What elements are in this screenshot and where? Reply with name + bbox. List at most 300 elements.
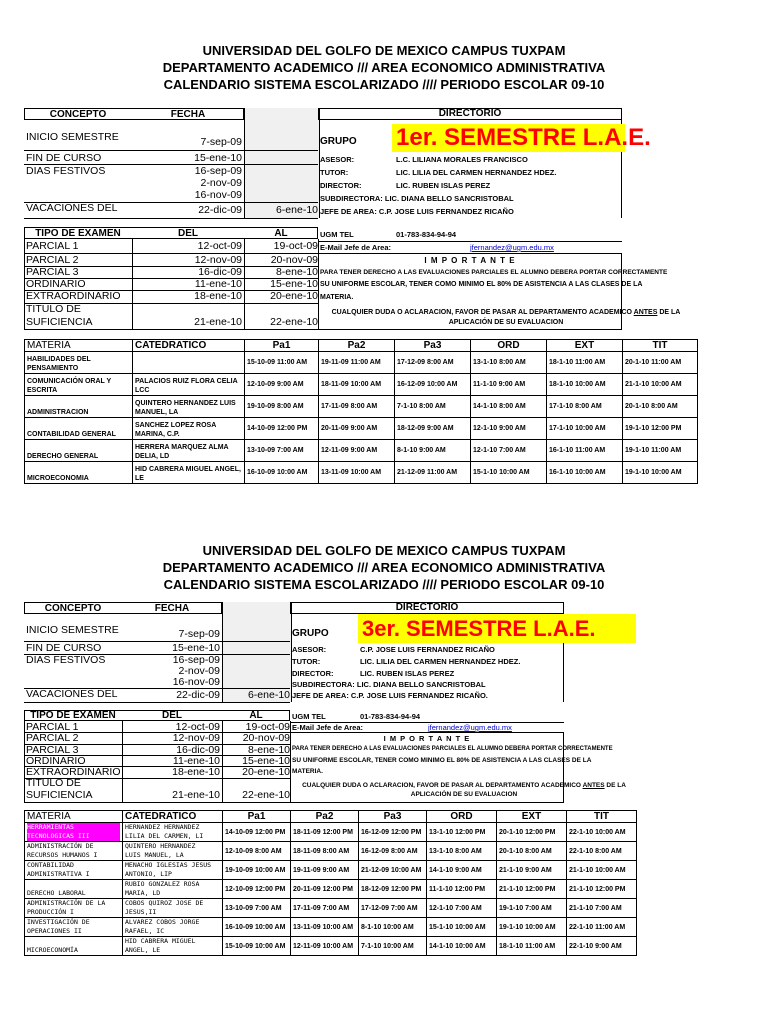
date-cell-ord: 12-1-10 7:00 AM xyxy=(427,899,497,918)
materia-cell xyxy=(25,823,123,842)
date-cell-tit: 21-1-10 10:00 AM xyxy=(623,374,698,396)
materia-line-2: MICROECONOMIA xyxy=(27,475,89,482)
materia-cell xyxy=(25,918,123,937)
date-cell-pa3: 7-1-10 10:00 AM xyxy=(359,937,427,956)
tutor-label: TUTOR: xyxy=(292,657,321,666)
date-cell-tit: 22-1-10 11:00 AM xyxy=(567,918,637,937)
col-tit: TIT xyxy=(623,340,698,352)
col-ord: ORD xyxy=(427,811,497,823)
date-cell-pa1: 14-10-09 12:00 PM xyxy=(245,418,319,440)
materia-cell xyxy=(25,880,123,899)
date-cell-pa1: 14-10-09 12:00 PM xyxy=(223,823,291,842)
exam-5-del: 18-ene-10 xyxy=(172,766,220,778)
catedratico-cell xyxy=(133,396,245,418)
exam-6-del: 21-ene-10 xyxy=(194,316,242,328)
grupo-label: GRUPO xyxy=(320,136,357,147)
date-cell-tit: 20-1-10 11:00 AM xyxy=(623,352,698,374)
date-cell-tit: 19-1-10 11:00 AM xyxy=(623,440,698,462)
date-cell-pa3: 17-12-09 8:00 AM xyxy=(395,352,471,374)
catedratico-line: DELIA, LD xyxy=(135,453,170,460)
date-cell-pa1: 12-10-09 9:00 AM xyxy=(245,374,319,396)
date-cell-pa2: 13-11-09 10:00 AM xyxy=(291,918,359,937)
date-cell-ext: 18-1-10 10:00 AM xyxy=(547,374,623,396)
schedule-table xyxy=(24,339,698,484)
festivo-date-3: 16-nov-09 xyxy=(194,189,242,201)
exam-parcial-2: PARCIAL 2 xyxy=(26,732,79,744)
header-line-1: UNIVERSIDAD DEL GOLFO DE MEXICO CAMPUS TUXPAM xyxy=(202,543,566,558)
duda-line-1: CUALQUIER DUDA O ACLARACION, FAVOR DE PASAR AL DEPARTAMENTO ACADEMICO ANTES DE LA xyxy=(302,782,626,789)
date-cell-pa3: 21-12-09 10:00 AM xyxy=(359,861,427,880)
table-row xyxy=(25,374,698,396)
email-link[interactable]: jfernandez@ugm.edu.mx xyxy=(470,243,554,252)
date-cell-pa2: 20-11-09 12:00 PM xyxy=(291,880,359,899)
date-cell-ext: 16-1-10 11:00 AM xyxy=(547,440,623,462)
date-cell-pa2: 19-11-09 11:00 AM xyxy=(319,352,395,374)
materia-line-2: CONTABILIDAD GENERAL xyxy=(27,431,116,438)
exam-4-al: 15-ene-10 xyxy=(270,278,318,290)
exam-1-del: 12-oct-09 xyxy=(175,721,220,733)
festivos-label: DIAS FESTIVOS xyxy=(26,654,106,666)
materia-cell xyxy=(25,842,123,861)
exam-3-al: 8-ene-10 xyxy=(247,744,290,756)
date-cell-pa1: 19-10-09 10:00 AM xyxy=(223,861,291,880)
materia-cell xyxy=(25,462,133,484)
asesor-label: ASESOR: xyxy=(292,645,327,654)
concepto-header: CONCEPTO xyxy=(49,109,107,120)
inicio-date: 7-sep-09 xyxy=(200,136,242,148)
catedratico-line: LE xyxy=(135,475,144,482)
date-cell-ord: 11-1-10 12:00 PM xyxy=(427,880,497,899)
date-cell-pa3: 16-12-09 10:00 AM xyxy=(395,374,471,396)
materia-line-1: ADMINISTRACIÓN DE LA xyxy=(27,899,106,907)
col-ord: ORD xyxy=(471,340,547,352)
date-cell-ord: 15-1-10 10:00 AM xyxy=(471,462,547,484)
catedratico-cell xyxy=(123,842,223,861)
catedratico-line: HID CABRERA MIGUEL ANGEL, xyxy=(135,466,241,473)
exam-parcial-3: PARCIAL 3 xyxy=(26,266,79,278)
header-line-2: DEPARTAMENTO ACADEMICO /// AREA ECONOMICO ADMINISTRATIVA xyxy=(162,60,606,75)
exam-3-al: 8-ene-10 xyxy=(275,266,318,278)
schedule-table xyxy=(24,810,637,956)
del-header: DEL xyxy=(162,710,182,721)
ugm-tel-label: UGM TEL xyxy=(292,712,326,721)
catedratico-cell xyxy=(123,918,223,937)
vacaciones-del: 22-dic-09 xyxy=(176,689,220,701)
materia-line-2: RECURSOS HUMANOS I xyxy=(27,851,98,859)
tutor-label: TUTOR: xyxy=(320,168,349,177)
director-label: DIRECTOR: xyxy=(292,669,334,678)
importante-title: I M P O R T A N T E xyxy=(424,256,516,265)
table-row xyxy=(25,880,637,899)
semester-title: 1er. SEMESTRE L.A.E. xyxy=(392,124,625,152)
date-cell-ext: 20-1-10 8:00 AM xyxy=(497,842,567,861)
date-cell-pa3: 18-12-09 12:00 PM xyxy=(359,880,427,899)
exam-3-del: 16-dic-09 xyxy=(198,266,242,278)
festivo-date-1: 16-sep-09 xyxy=(172,654,220,666)
catedratico-cell xyxy=(133,352,245,374)
materia-line-2: PRODUCCIÓN I xyxy=(27,908,74,916)
date-cell-pa2: 17-11-09 8:00 AM xyxy=(319,396,395,418)
vacaciones-del: 22-dic-09 xyxy=(198,204,242,216)
col-pa3: Pa3 xyxy=(359,811,427,823)
table-row xyxy=(25,440,698,462)
festivo-date-2: 2-nov-09 xyxy=(178,665,220,677)
date-cell-pa3: 8-1-10 9:00 AM xyxy=(395,440,471,462)
col-ext: EXT xyxy=(547,340,623,352)
date-cell-pa1: 16-10-09 10:00 AM xyxy=(223,918,291,937)
materia-cell xyxy=(25,374,133,396)
date-cell-ext: 18-1-10 11:00 AM xyxy=(547,352,623,374)
director-label: DIRECTOR: xyxy=(320,181,362,190)
date-cell-pa2: 19-11-09 9:00 AM xyxy=(291,861,359,880)
del-header: DEL xyxy=(178,228,198,239)
vacaciones-label: VACACIONES DEL xyxy=(26,202,118,214)
blank-column xyxy=(222,602,292,702)
note-line-2: SU UNIFORME ESCOLAR, TENER COMO MINIMO EL 80% DE ASISTENCIA A LAS CLASES DE LA xyxy=(292,757,592,764)
header-line-2: DEPARTAMENTO ACADEMICO /// AREA ECONOMICO ADMINISTRATIVA xyxy=(162,560,606,575)
catedratico-line: ALVAREZ COBOS JORGE xyxy=(125,918,200,926)
exam-titulo-1: TITULO DE xyxy=(26,777,81,789)
tutor-name: LIC. LILIA DEL CARMEN HERNANDEZ HDEZ. xyxy=(396,168,557,177)
col-pa3: Pa3 xyxy=(395,340,471,352)
catedratico-cell xyxy=(133,374,245,396)
catedratico-line: QUINTERO HERNANDEZ xyxy=(125,842,196,850)
table-row xyxy=(25,352,698,374)
catedratico-line: PALACIOS RUIZ FLORA CELIA xyxy=(135,378,238,385)
catedratico-line: SANCHEZ LOPEZ ROSA xyxy=(135,422,217,429)
vacaciones-label: VACACIONES DEL xyxy=(26,688,118,700)
date-cell-pa1: 12-10-09 8:00 AM xyxy=(223,842,291,861)
catedratico-line: ANTONIO, LIP xyxy=(125,870,172,878)
exam-1-del: 12-oct-09 xyxy=(197,240,242,252)
materia-line-2: ADMINISTRACION xyxy=(27,409,89,416)
date-cell-tit: 22-1-10 9:00 AM xyxy=(567,937,637,956)
catedratico-cell xyxy=(123,899,223,918)
date-cell-pa3: 16-12-09 12:00 PM xyxy=(359,823,427,842)
date-cell-pa1: 15-10-09 11:00 AM xyxy=(245,352,319,374)
note-line-1: PARA TENER DERECHO A LAS EVALUACIONES PARCIALES EL ALUMNO DEBERA PORTAR CORRECTAMENTE xyxy=(292,746,613,752)
director-name: LIC. RUBEN ISLAS PEREZ xyxy=(360,669,455,678)
asesor-name: L.C. LILIANA MORALES FRANCISCO xyxy=(396,155,528,164)
note-line-3: MATERIA. xyxy=(292,768,323,775)
header-line-3: CALENDARIO SISTEMA ESCOLARIZADO //// PERIODO ESCOLAR 09-10 xyxy=(163,77,605,92)
date-cell-pa2: 17-11-09 7:00 AM xyxy=(291,899,359,918)
vacaciones-al: 6-ene-10 xyxy=(275,204,318,216)
email-label: E-Mail Jefe de Area: xyxy=(292,723,363,732)
subdirectora: SUBDIRECTORA: LIC. DIANA BELLO SANCRISTOBAL xyxy=(292,680,486,689)
materia-line-2: ESCRITA xyxy=(27,387,58,394)
header-line-3: CALENDARIO SISTEMA ESCOLARIZADO //// PERIODO ESCOLAR 09-10 xyxy=(163,577,605,592)
vacaciones-al: 6-ene-10 xyxy=(247,689,290,701)
catedratico-line: HID CABRERA MIGUEL xyxy=(125,937,196,945)
date-cell-tit: 19-1-10 12:00 PM xyxy=(623,418,698,440)
date-cell-ord: 13-1-10 8:00 AM xyxy=(427,842,497,861)
festivo-date-1: 16-sep-09 xyxy=(194,165,242,177)
email-label: E-Mail Jefe de Area: xyxy=(320,243,391,252)
materia-cell xyxy=(25,899,123,918)
date-cell-ord: 13-1-10 12:00 PM xyxy=(427,823,497,842)
festivo-date-2: 2-nov-09 xyxy=(200,177,242,189)
catedratico-line: JESUS,II xyxy=(125,908,157,916)
table-row xyxy=(25,823,637,842)
exam-parcial-3: PARCIAL 3 xyxy=(26,744,79,756)
date-cell-ext: 19-1-10 10:00 AM xyxy=(497,918,567,937)
materia-cell xyxy=(25,937,123,956)
date-cell-ord: 15-1-10 10:00 AM xyxy=(427,918,497,937)
exam-6-al: 22-ene-10 xyxy=(270,316,318,328)
directorio-header: DIRECTORIO xyxy=(438,108,502,119)
exam-titulo-1: TITULO DE xyxy=(26,303,81,315)
materia-cell xyxy=(25,352,133,374)
al-header: AL xyxy=(249,710,263,721)
ugm-tel: 01-783-834-94-94 xyxy=(396,230,457,239)
header-line-1: UNIVERSIDAD DEL GOLFO DE MEXICO CAMPUS TUXPAM xyxy=(202,43,566,58)
sheet-header-2 xyxy=(0,542,768,593)
exam-2-al: 20-nov-09 xyxy=(242,732,290,744)
exam-parcial-2: PARCIAL 2 xyxy=(26,254,79,266)
catedratico-line: MARINA, C.P. xyxy=(135,431,180,438)
duda-line-2: APLICACIÓN DE SU EVALUACION xyxy=(448,319,564,326)
col-tit: TIT xyxy=(567,811,637,823)
materia-line-1: HERRAMIENTAS xyxy=(27,823,120,832)
date-cell-pa2: 12-11-09 9:00 AM xyxy=(319,440,395,462)
exam-6-al: 22-ene-10 xyxy=(242,789,290,801)
date-cell-ord: 14-1-10 8:00 AM xyxy=(471,396,547,418)
fecha-header: FECHA xyxy=(170,109,206,120)
materia-line-2: TECNOLOGICAS III xyxy=(27,832,120,841)
catedratico-line: LUIS MANUEL, LA xyxy=(125,851,184,859)
materia-cell xyxy=(25,396,133,418)
date-cell-pa1: 15-10-09 10:00 AM xyxy=(223,937,291,956)
materia-line-2: OPERACIONES II xyxy=(27,927,82,935)
date-cell-pa2: 18-11-09 10:00 AM xyxy=(319,374,395,396)
note-line-3: MATERIA. xyxy=(320,294,354,301)
date-cell-ord: 13-1-10 8:00 AM xyxy=(471,352,547,374)
materia-line-2: ADMINISTRATIVA I xyxy=(27,870,90,878)
date-cell-pa2: 12-11-09 10:00 AM xyxy=(291,937,359,956)
festivos-label: DIAS FESTIVOS xyxy=(26,165,106,177)
catedratico-line: ANGEL, LE xyxy=(125,946,161,954)
date-cell-pa1: 13-10-09 7:00 AM xyxy=(245,440,319,462)
tipo-examen-header: TIPO DE EXAMEN xyxy=(30,710,116,721)
duda-line-2: APLICACIÓN DE SU EVALUACION xyxy=(410,791,518,798)
date-cell-pa3: 16-12-09 8:00 AM xyxy=(359,842,427,861)
exam-4-del: 11-ene-10 xyxy=(194,278,242,290)
date-cell-tit: 19-1-10 10:00 AM xyxy=(623,462,698,484)
materia-line-1: INVESTIGACIÓN DE xyxy=(27,918,90,926)
col-materia: MATERIA xyxy=(25,340,133,352)
materia-line-2: DERECHO LABORAL xyxy=(27,889,86,897)
date-cell-ord: 12-1-10 7:00 AM xyxy=(471,440,547,462)
semester-title: 3er. SEMESTRE L.A.E. xyxy=(358,614,636,643)
date-cell-pa2: 18-11-09 12:00 PM xyxy=(291,823,359,842)
table-row xyxy=(25,937,637,956)
exam-4-al: 15-ene-10 xyxy=(242,755,290,767)
directorio-header: DIRECTORIO xyxy=(395,602,459,613)
note-line-2: SU UNIFORME ESCOLAR, TENER COMO MINIMO EL 80% DE ASISTENCIA A LAS CLASES DE LA xyxy=(320,281,643,288)
exam-ordinario: ORDINARIO xyxy=(26,278,86,290)
exam-3-del: 16-dic-09 xyxy=(176,744,220,756)
catedratico-line: HERNANDEZ HERNANDEZ xyxy=(125,823,200,831)
festivo-date-3: 16-nov-09 xyxy=(172,676,220,688)
table-row xyxy=(25,462,698,484)
catedratico-line: MENACHO IGLESIAS JESUS xyxy=(125,861,212,869)
exam-5-al: 20-ene-10 xyxy=(270,290,318,302)
catedratico-cell xyxy=(123,861,223,880)
date-cell-tit: 22-1-10 8:00 AM xyxy=(567,842,637,861)
exam-5-del: 18-ene-10 xyxy=(194,290,242,302)
exam-titulo-2: SUFICIENCIA xyxy=(26,789,93,801)
table-row xyxy=(25,899,637,918)
date-cell-ord: 14-1-10 9:00 AM xyxy=(427,861,497,880)
exam-1-al: 19-oct-09 xyxy=(273,240,318,252)
al-header: AL xyxy=(274,228,288,239)
exam-5-al: 20-ene-10 xyxy=(242,766,290,778)
date-cell-pa3: 18-12-09 9:00 AM xyxy=(395,418,471,440)
materia-cell xyxy=(25,440,133,462)
jefe-area: JEFE DE AREA: C.P. JOSE LUIS FERNANDEZ RICAÑO. xyxy=(292,691,488,700)
sheet-header xyxy=(0,42,768,93)
exam-extraordinario: EXTRAORDINARIO xyxy=(26,766,121,778)
fin-label: FIN DE CURSO xyxy=(26,152,102,164)
fin-label: FIN DE CURSO xyxy=(26,642,102,654)
catedratico-line: RUBIO GONZALEZ ROSA xyxy=(125,880,200,888)
fecha-header: FECHA xyxy=(154,603,190,614)
date-cell-tit: 21-1-10 12:00 PM xyxy=(567,880,637,899)
date-cell-tit: 22-1-10 10:00 AM xyxy=(567,823,637,842)
ugm-tel: 01-783-834-94-94 xyxy=(360,712,421,721)
date-cell-pa3: 21-12-09 11:00 AM xyxy=(395,462,471,484)
catedratico-line: COBOS QUIROZ JOSE DE xyxy=(125,899,204,907)
catedratico-line: LCC xyxy=(135,387,150,394)
exam-extraordinario: EXTRAORDINARIO xyxy=(26,290,121,302)
tipo-examen-header: TIPO DE EXAMEN xyxy=(35,228,121,239)
col-pa2: Pa2 xyxy=(291,811,359,823)
director-name: LIC. RUBEN ISLAS PEREZ xyxy=(396,181,491,190)
note-line-1: PARA TENER DERECHO A LAS EVALUACIONES PARCIALES EL ALUMNO DEBERA PORTAR CORRECTAMENTE xyxy=(320,269,668,276)
materia-line-1: COMUNICACIÓN ORAL Y xyxy=(27,378,112,385)
table-row xyxy=(25,418,698,440)
catedratico-cell xyxy=(123,880,223,899)
catedratico-cell xyxy=(133,440,245,462)
subdirectora: SUBDIRECTORA: LIC. DIANA BELLO SANCRISTOBAL xyxy=(320,194,514,203)
fin-date: 15-ene-10 xyxy=(194,152,242,164)
date-cell-pa1: 16-10-09 10:00 AM xyxy=(245,462,319,484)
date-cell-ext: 20-1-10 12:00 PM xyxy=(497,823,567,842)
exam-6-del: 21-ene-10 xyxy=(172,789,220,801)
table-row xyxy=(25,842,637,861)
date-cell-pa3: 7-1-10 8:00 AM xyxy=(395,396,471,418)
schedule-body xyxy=(25,352,698,484)
date-cell-ord: 14-1-10 10:00 AM xyxy=(427,937,497,956)
date-cell-ext: 17-1-10 8:00 AM xyxy=(547,396,623,418)
date-cell-pa3: 8-1-10 10:00 AM xyxy=(359,918,427,937)
schedule-body xyxy=(25,823,637,956)
date-cell-pa2: 20-11-09 9:00 AM xyxy=(319,418,395,440)
catedratico-line: MANUEL, LA xyxy=(135,409,179,416)
materia-cell xyxy=(25,861,123,880)
date-cell-ext: 17-1-10 10:00 AM xyxy=(547,418,623,440)
tutor-name: LIC. LILIA DEL CARMEN HERNANDEZ HDEZ. xyxy=(360,657,521,666)
exam-2-del: 12-nov-09 xyxy=(172,732,220,744)
materia-line-2: MICROECONOMÍA xyxy=(27,946,78,954)
date-cell-ext: 21-1-10 9:00 AM xyxy=(497,861,567,880)
jefe-area: JEFE DE AREA: C.P. JOSE LUIS FERNANDEZ RICAÑO xyxy=(320,207,514,216)
exam-parcial-1: PARCIAL 1 xyxy=(26,721,79,733)
col-catedratico: CATEDRATICO xyxy=(123,811,223,823)
duda-line-1: CUALQUIER DUDA O ACLARACION, FAVOR DE PASAR AL DEPARTAMENTO ACADEMICO ANTES DE LA xyxy=(331,309,681,316)
catedratico-line: RAFAEL, IC xyxy=(125,927,165,935)
date-cell-ext: 21-1-10 12:00 PM xyxy=(497,880,567,899)
date-cell-ord: 12-1-10 9:00 AM xyxy=(471,418,547,440)
date-cell-pa2: 13-11-09 10:00 AM xyxy=(319,462,395,484)
date-cell-pa3: 17-12-09 7:00 AM xyxy=(359,899,427,918)
catedratico-cell xyxy=(123,823,223,842)
ugm-tel-label: UGM TEL xyxy=(320,230,354,239)
importante-title: I M P O R T A N T E xyxy=(383,734,471,743)
exam-2-al: 20-nov-09 xyxy=(270,254,318,266)
materia-line-2: DERECHO GENERAL xyxy=(27,453,99,460)
catedratico-cell xyxy=(123,937,223,956)
table-row xyxy=(25,396,698,418)
date-cell-pa2: 18-11-09 8:00 AM xyxy=(291,842,359,861)
inicio-label: INICIO SEMESTRE xyxy=(26,624,119,636)
col-ext: EXT xyxy=(497,811,567,823)
col-pa1: Pa1 xyxy=(245,340,319,352)
catedratico-line: QUINTERO HERNANDEZ LUIS xyxy=(135,400,236,407)
catedratico-cell xyxy=(133,418,245,440)
date-cell-pa1: 12-10-09 12:00 PM xyxy=(223,880,291,899)
exam-parcial-1: PARCIAL 1 xyxy=(26,240,79,252)
inicio-date: 7-sep-09 xyxy=(178,628,220,640)
materia-line-1: HABILIDADES DEL xyxy=(27,356,91,363)
col-pa1: Pa1 xyxy=(223,811,291,823)
date-cell-ext: 18-1-10 11:00 AM xyxy=(497,937,567,956)
exam-ordinario: ORDINARIO xyxy=(26,755,86,767)
date-cell-ext: 16-1-10 10:00 AM xyxy=(547,462,623,484)
email-link[interactable]: jfernandez@ugm.edu.mx xyxy=(428,723,512,732)
col-pa2: Pa2 xyxy=(319,340,395,352)
date-cell-pa1: 19-10-09 8:00 AM xyxy=(245,396,319,418)
date-cell-tit: 20-1-10 8:00 AM xyxy=(623,396,698,418)
exam-4-del: 11-ene-10 xyxy=(172,755,220,767)
catedratico-line: HERRERA MARQUEZ ALMA xyxy=(135,444,229,451)
materia-line-1: ADMINISTRACIÓN DE xyxy=(27,842,94,850)
catedratico-cell xyxy=(133,462,245,484)
date-cell-pa1: 13-10-09 7:00 AM xyxy=(223,899,291,918)
table-row xyxy=(25,918,637,937)
asesor-label: ASESOR: xyxy=(320,155,355,164)
exam-titulo-2: SUFICIENCIA xyxy=(26,316,93,328)
date-cell-tit: 21-1-10 7:00 AM xyxy=(567,899,637,918)
date-cell-tit: 21-1-10 10:00 AM xyxy=(567,861,637,880)
col-catedratico: CATEDRATICO xyxy=(133,340,245,352)
concepto-header: CONCEPTO xyxy=(44,603,102,614)
table-row xyxy=(25,861,637,880)
materia-line-2: PENSAMIENTO xyxy=(27,365,79,372)
catedratico-line: LILIA DEL CARMEN, LI xyxy=(125,832,204,840)
col-materia: MATERIA xyxy=(25,811,123,823)
fin-date: 15-ene-10 xyxy=(172,642,220,654)
exam-2-del: 12-nov-09 xyxy=(194,254,242,266)
date-cell-ext: 19-1-10 7:00 AM xyxy=(497,899,567,918)
date-cell-ord: 11-1-10 9:00 AM xyxy=(471,374,547,396)
inicio-label: INICIO SEMESTRE xyxy=(26,131,119,143)
catedratico-line: MARIA, LD xyxy=(125,889,161,897)
grupo-label: GRUPO xyxy=(292,628,329,639)
materia-cell xyxy=(25,418,133,440)
materia-line-1: CONTABILIDAD xyxy=(27,861,74,869)
